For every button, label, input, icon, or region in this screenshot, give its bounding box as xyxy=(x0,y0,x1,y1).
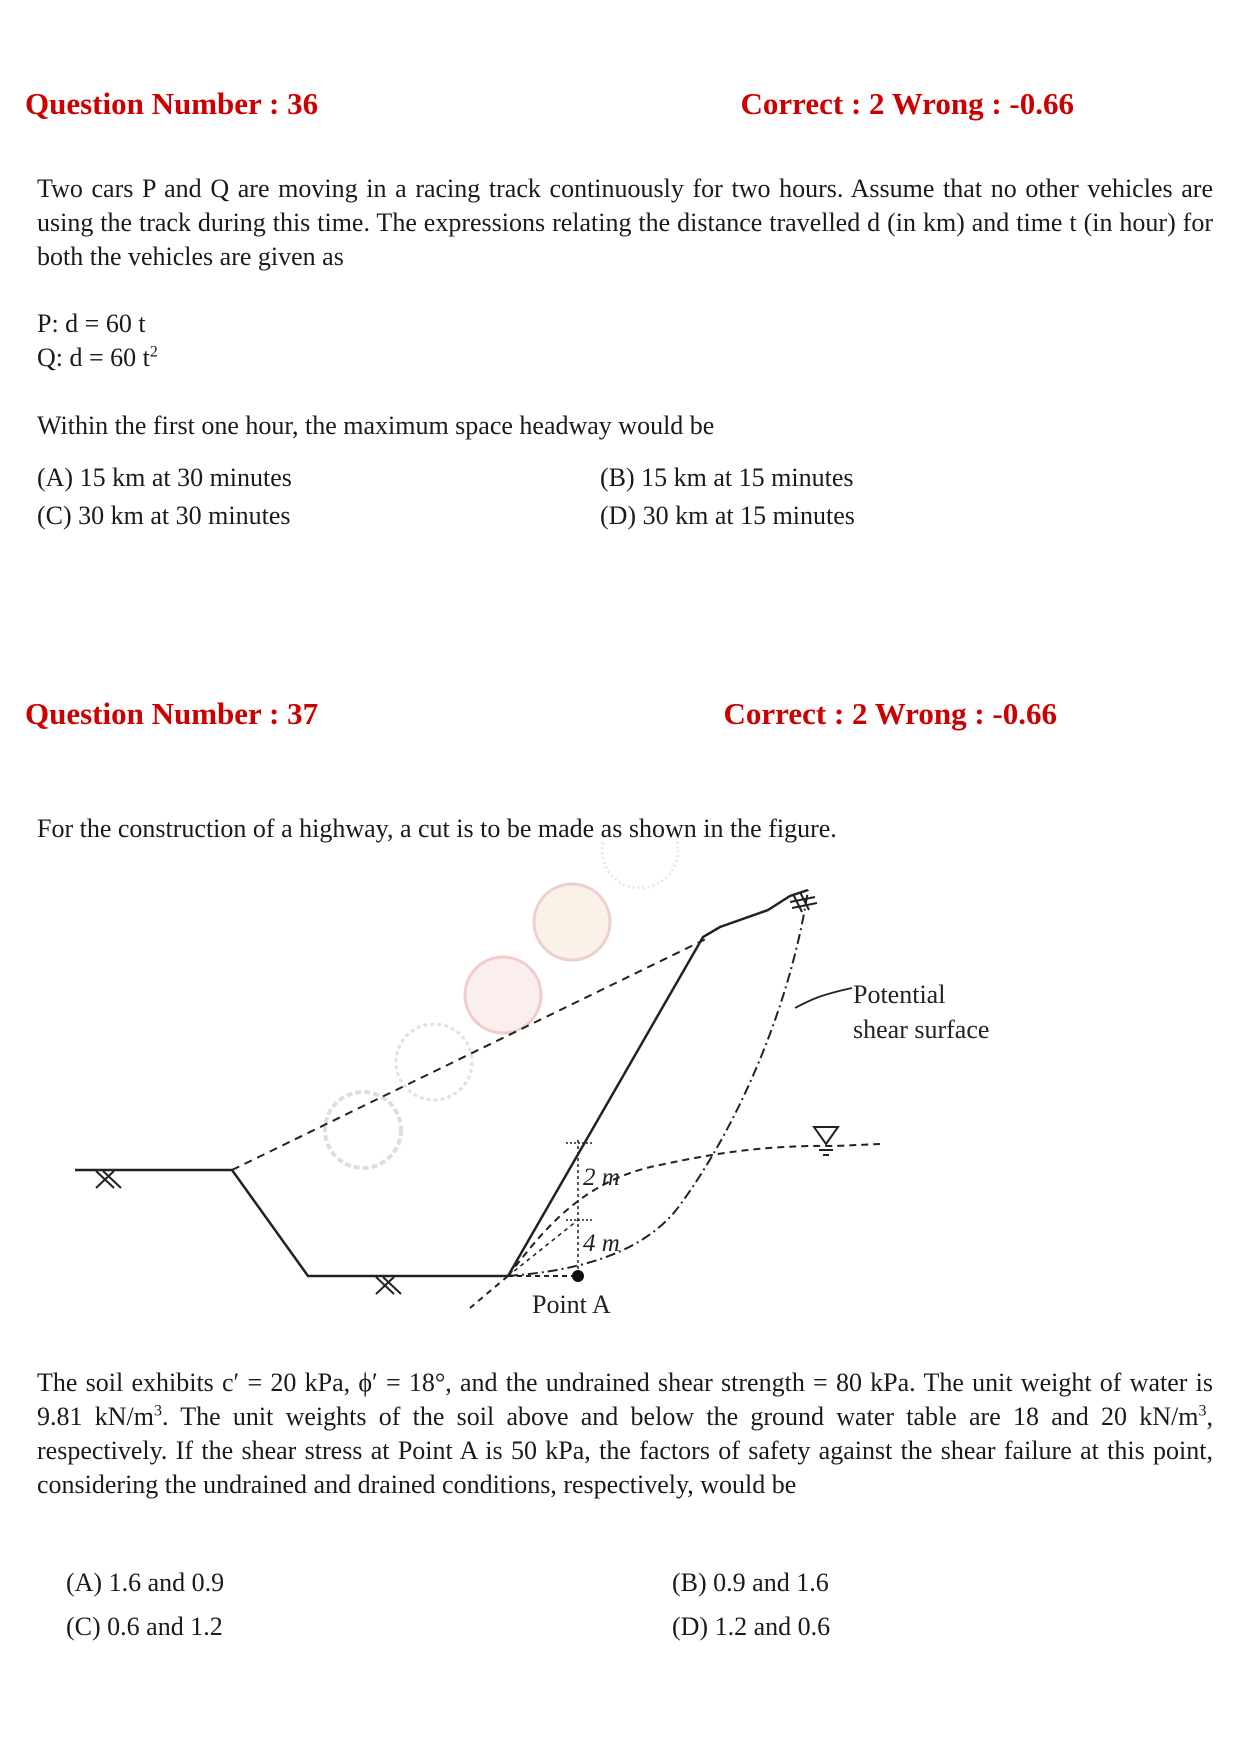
question-37-body: The soil exhibits c′ = 20 kPa, ϕ′ = 18°, and the undrained shear strength = 80 kPa. The unit weight of water is 9.81 $kN/m^3$. The unit weights of the soil above and below the ground water table are 18 and 20 $kN/m^3$, respectively. If the shear stress at Point A is 50 kPa, the factors of safety against the shear failure at this point, considering the undrained and drained conditions, respectively, would be xyxy=(37,1368,1213,1499)
shear-surface-label-line1: Potential xyxy=(853,980,946,1009)
question-37-marks: Correct : 2 Wrong : -0.66 xyxy=(723,696,1057,731)
point-a-label: Point A xyxy=(532,1290,611,1319)
slope-extension-line xyxy=(470,1276,508,1308)
question-36-option-b[interactable]: (B) 15 km at 15 minutes xyxy=(600,463,854,492)
question-36-option-a[interactable]: (A) 15 km at 30 minutes xyxy=(37,463,292,492)
dimension-label-4m: 4 m xyxy=(583,1230,620,1257)
question-36-header: Question Number : 36 xyxy=(25,86,319,121)
question-37-option-b[interactable]: (B) 0.9 and 1.6 xyxy=(672,1568,829,1597)
question-36-marks: Correct : 2 Wrong : -0.66 xyxy=(740,86,1074,121)
cut-profile-line xyxy=(75,890,808,1276)
question-36-option-d[interactable]: (D) 30 km at 15 minutes xyxy=(600,501,855,530)
shear-surface-label-line2: shear surface xyxy=(853,1015,990,1044)
question-37-option-c[interactable]: (C) 0.6 and 1.2 xyxy=(66,1612,223,1641)
watermark-seals xyxy=(325,840,902,1168)
question-36-equation-p: P: d = 60 t xyxy=(37,309,146,338)
point-a-marker xyxy=(572,1270,584,1282)
question-36-equation-q: Q: d = 60 $t^2$ xyxy=(37,343,158,372)
question-36-intro: Two cars P and Q are moving in a racing track continuously for two hours. Assume that no other vehicles are using the track during this time. The expressions relating the distance travelled d (in km) and time t (in hour) for both the vehicles are given as xyxy=(37,174,1213,271)
shear-surface-leader xyxy=(795,988,852,1008)
question-37-intro: For the construction of a highway, a cut is to be made as shown in the figure. xyxy=(37,814,837,843)
highway-cut-figure xyxy=(0,840,1240,1330)
water-table-symbol xyxy=(814,1127,838,1155)
question-36-option-c[interactable]: (C) 30 km at 30 minutes xyxy=(37,501,291,530)
dimension-label-2m: 2 m xyxy=(583,1164,620,1191)
question-36-prompt: Within the first one hour, the maximum space headway would be xyxy=(37,411,715,440)
question-37-header: Question Number : 37 xyxy=(25,696,319,731)
water-table-line xyxy=(508,1144,880,1276)
question-37-option-d[interactable]: (D) 1.2 and 0.6 xyxy=(672,1612,831,1641)
question-37-option-a[interactable]: (A) 1.6 and 0.9 xyxy=(66,1568,225,1597)
